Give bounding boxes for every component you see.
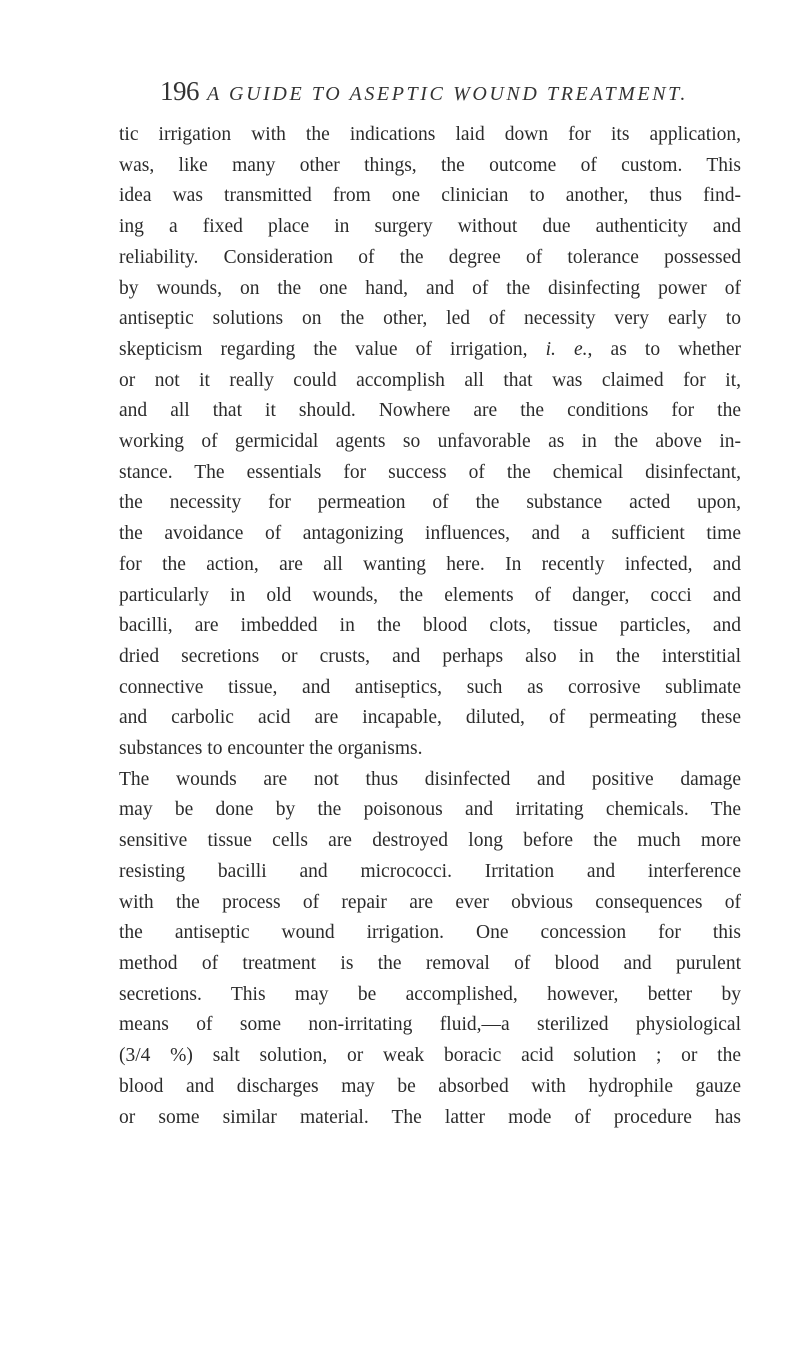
text-line: secretions. This may be accomplished, however, better by bbox=[119, 983, 741, 1005]
text-line: sensitive tissue cells are destroyed long before the much more bbox=[119, 830, 741, 852]
text-line: ing a fixed place in surgery without due authenticity and bbox=[119, 216, 741, 238]
body-text bbox=[119, 120, 741, 1133]
text-line: or some similar material. The latter mode of procedure has bbox=[119, 1106, 741, 1128]
text-line: idea was transmitted from one clinician to another, thus find- bbox=[119, 185, 741, 207]
text-line: method of treatment is the removal of blood and purulent bbox=[119, 952, 741, 974]
text-line: the avoidance of antagonizing influences, and a sufficient time bbox=[119, 523, 741, 545]
text-line: The wounds are not thus disinfected and positive damage bbox=[119, 768, 741, 790]
text-line: and carbolic acid are incapable, diluted, of permeating these bbox=[119, 707, 741, 729]
text-line: the necessity for permeation of the substance acted upon, bbox=[119, 492, 741, 514]
text-line: antiseptic solutions on the other, led of necessity very early to bbox=[119, 308, 741, 330]
text-line: resisting bacilli and micrococci. Irritation and interference bbox=[119, 860, 741, 882]
text-line: reliability. Consideration of the degree of tolerance possessed bbox=[119, 246, 741, 268]
text-line: was, like many other things, the outcome of custom. This bbox=[119, 154, 741, 176]
running-head-title: A GUIDE TO ASEPTIC WOUND TREATMENT. bbox=[207, 83, 689, 105]
text-line: substances to encounter the organisms. bbox=[119, 738, 423, 760]
text-line: and all that it should. Nowhere are the conditions for the bbox=[119, 400, 741, 422]
text-line: working of germicidal agents so unfavorable as in the above in- bbox=[119, 431, 741, 453]
text-line: the antiseptic wound irrigation. One concession for this bbox=[119, 922, 741, 944]
paragraph-1 bbox=[119, 120, 741, 765]
text-line: tic irrigation with the indications laid down for its application, bbox=[119, 124, 741, 145]
text-line: bacilli, are imbedded in the blood clots, tissue particles, and bbox=[119, 615, 741, 637]
running-head bbox=[160, 76, 688, 107]
italic-abbreviation: i. e. bbox=[545, 338, 588, 360]
page-number: 196 bbox=[160, 76, 199, 106]
text-line: skepticism regarding the value of irrigation, i. e., as to whether bbox=[119, 338, 742, 360]
text-line: (3/4 %) salt solution, or weak boracic acid solution ; or the bbox=[119, 1045, 741, 1067]
text-line: with the process of repair are ever obvious consequences of bbox=[119, 891, 741, 913]
text-line: by wounds, on the one hand, and of the disinfecting power of bbox=[119, 277, 741, 299]
text-line: may be done by the poisonous and irritating chemicals. The bbox=[119, 799, 741, 821]
text-line: stance. The essentials for success of the chemical disinfectant, bbox=[119, 461, 741, 483]
text-line: dried secretions or crusts, and perhaps also in the interstitial bbox=[119, 645, 741, 667]
text-line: blood and discharges may be absorbed with hydrophile gauze bbox=[119, 1075, 741, 1097]
paragraph-2 bbox=[119, 765, 741, 1133]
text-line: or not it really could accomplish all that was claimed for it, bbox=[119, 369, 741, 391]
text-line: for the action, are all wanting here. In recently infected, and bbox=[119, 553, 741, 575]
text-line: means of some non-irritating fluid,—a sterilized physiological bbox=[119, 1014, 741, 1036]
text-line: connective tissue, and antiseptics, such as corrosive sublimate bbox=[119, 676, 741, 698]
text-line: particularly in old wounds, the elements of danger, cocci and bbox=[119, 584, 741, 606]
